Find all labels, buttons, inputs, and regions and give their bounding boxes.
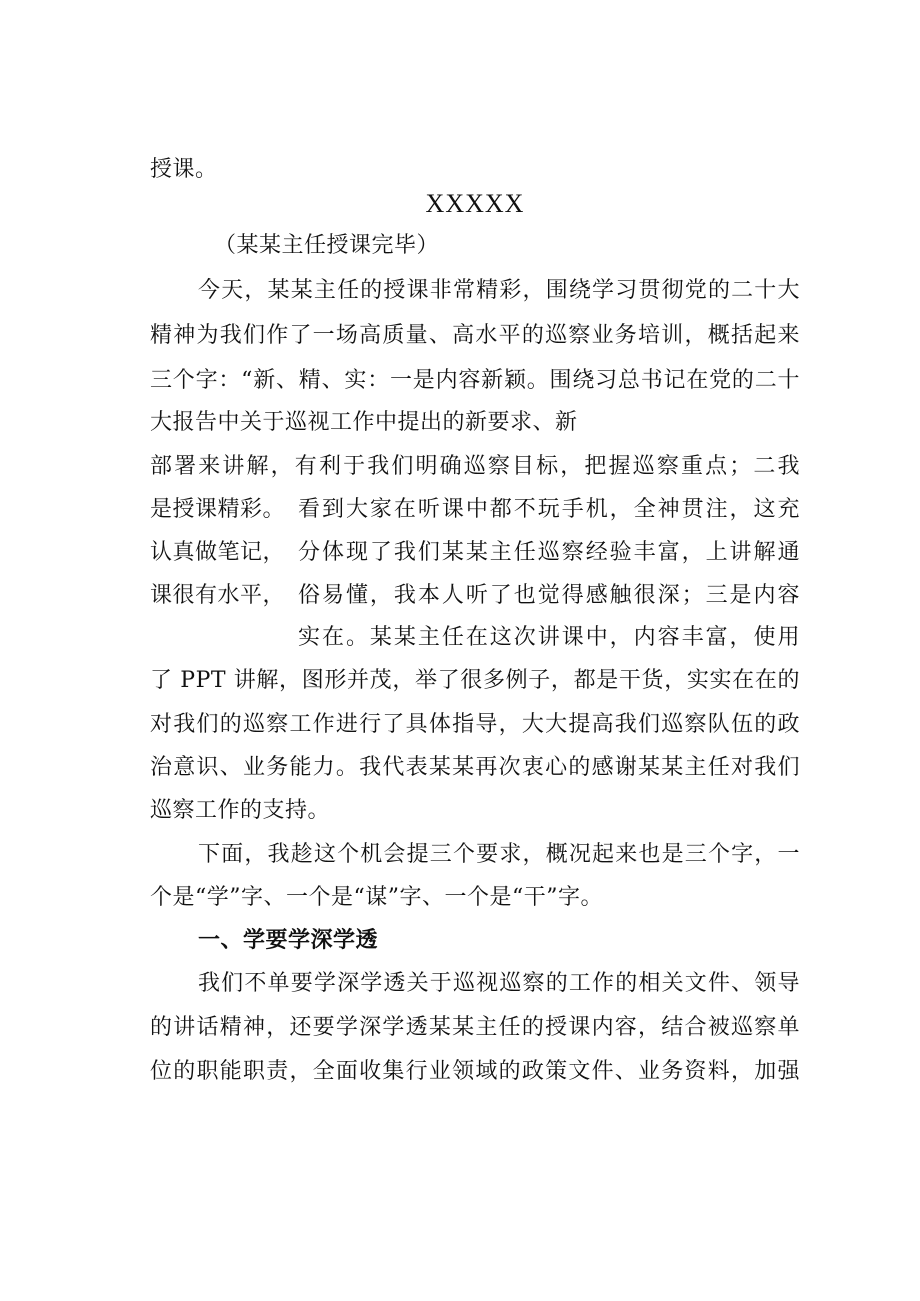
- para3-line: 的讲话精神，还要学深学透某某主任的授课内容，结合被巡察单: [150, 1015, 800, 1040]
- para3-line: 位的职能职责，全面收集行业领域的政策文件、业务资料，加强: [150, 1059, 800, 1084]
- two-col-right-cell: 俗易懂，我本人听了也觉得感触很深；三是内容: [298, 583, 800, 608]
- two-col-right-cell: 分体现了我们某某主任巡察经验丰富，上讲解通: [298, 540, 800, 565]
- para1-tail-line: 巡察工作的支持。: [150, 798, 331, 823]
- para2-line: 下面，我趁这个机会提三个要求，概况起来也是三个字，一: [198, 842, 800, 867]
- para3-line: 我们不单要学深学透关于巡视巡察的工作的相关文件、领导: [198, 971, 800, 996]
- para1-tail-line: 对我们的巡察工作进行了具体指导，大大提高我们巡察队伍的政: [150, 712, 800, 737]
- page-title: XXXXX: [425, 189, 525, 218]
- para1-line: 大报告中关于巡视工作中提出的新要求、新: [150, 410, 578, 435]
- para1-line: 今天，某某主任的授课非常精彩，围绕学习贯彻党的二十大: [198, 278, 800, 303]
- para2-line: 个是“学”字、一个是“谋”字、一个是“干”字。: [150, 885, 603, 910]
- two-col-right-cell: 实在。某某主任在这次讲课中，内容丰富，使用: [298, 625, 800, 650]
- two-col-left-cell: 认真做笔记，: [150, 540, 286, 565]
- two-col-right-cell: 看到大家在听课中都不玩手机，全神贯注，这充: [298, 497, 800, 522]
- top-line: 授课。: [150, 157, 218, 182]
- two-col-left-cell: 课很有水平，: [150, 583, 286, 608]
- para1-tail-line: 治意识、业务能力。我代表某某再次衷心的感谢某某主任对我们: [150, 755, 800, 780]
- section-heading: 一、学要学深学透: [198, 928, 379, 953]
- two-col-full-row: 部署来讲解，有利于我们明确巡察目标，把握巡察重点；二我: [150, 454, 800, 479]
- para1-line: 精神为我们作了一场高质量、高水平的巡察业务培训，概括起来: [150, 323, 800, 348]
- stage-note: （某某主任授课完毕）: [214, 233, 440, 258]
- two-col-left-cell: 是授课精彩。: [150, 497, 286, 522]
- para1-line: 三个字：“新、精、实：一是内容新颖。围绕习总书记在党的二十: [150, 368, 800, 393]
- para1-tail-line: 了 PPT 讲解，图形并茂，举了很多例子，都是干货，实实在在的: [150, 668, 800, 693]
